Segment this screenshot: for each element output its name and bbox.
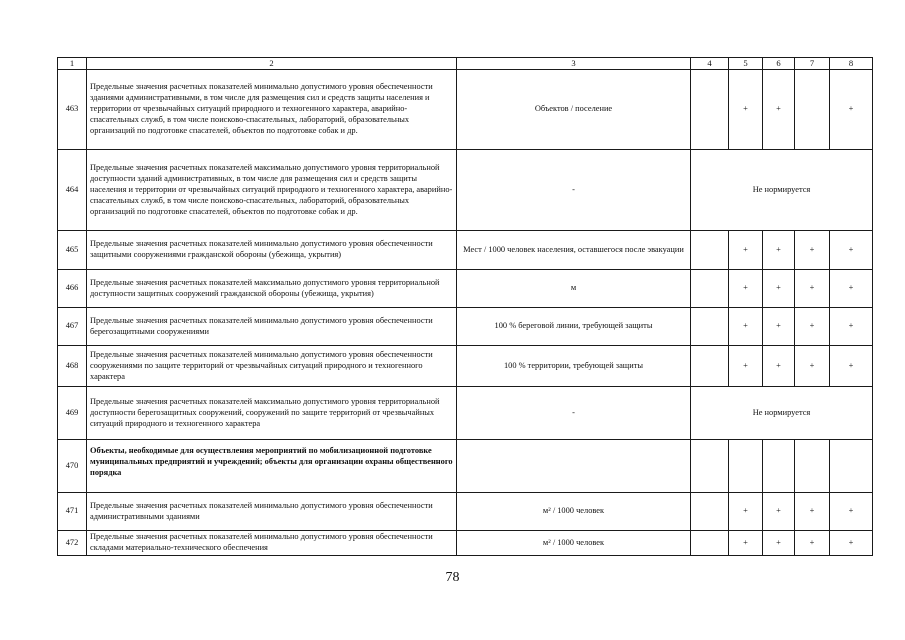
row-col-8: + xyxy=(830,346,873,387)
row-col-6 xyxy=(763,440,795,493)
row-col-7: + xyxy=(795,493,830,531)
header-col-3: 3 xyxy=(457,58,691,70)
row-unit: Мест / 1000 человек населения, оставшегося после эвакуации xyxy=(457,231,691,270)
table-row xyxy=(58,346,873,387)
table-row xyxy=(58,231,873,270)
row-description: Предельные значения расчетных показателей минимально допустимого уровня обеспеченности сооружениями по защите территорий от чрезвычайных ситуаций природного и техногенного характера xyxy=(87,346,457,387)
row-col-4 xyxy=(691,231,729,270)
header-row xyxy=(58,58,873,70)
table-row xyxy=(58,440,873,493)
row-description: Предельные значения расчетных показателей минимально допустимого уровня обеспеченности административными зданиями xyxy=(87,493,457,531)
header-col-1: 1 xyxy=(58,58,87,70)
row-unit: 100 % береговой линии, требующей защиты xyxy=(457,308,691,346)
row-number: 471 xyxy=(58,493,87,531)
row-col-5: + xyxy=(729,531,763,556)
row-col-7: + xyxy=(795,531,830,556)
header-col-8: 8 xyxy=(830,58,873,70)
row-col-6: + xyxy=(763,270,795,308)
row-number: 467 xyxy=(58,308,87,346)
row-number: 466 xyxy=(58,270,87,308)
row-col-4 xyxy=(691,493,729,531)
table-row xyxy=(58,493,873,531)
row-unit: - xyxy=(457,150,691,231)
row-number: 463 xyxy=(58,70,87,150)
norms-table xyxy=(57,57,873,556)
row-number: 465 xyxy=(58,231,87,270)
row-unit: Объектов / поселение xyxy=(457,70,691,150)
row-col-7: + xyxy=(795,308,830,346)
row-col-8: + xyxy=(830,308,873,346)
header-col-6: 6 xyxy=(763,58,795,70)
row-number: 469 xyxy=(58,387,87,440)
not-regulated-note: Не нормируется xyxy=(691,150,873,231)
row-col-5: + xyxy=(729,346,763,387)
header-col-4: 4 xyxy=(691,58,729,70)
row-col-8 xyxy=(830,440,873,493)
row-col-5 xyxy=(729,440,763,493)
row-col-8: + xyxy=(830,231,873,270)
row-number: 470 xyxy=(58,440,87,493)
row-col-5: + xyxy=(729,70,763,150)
row-number: 468 xyxy=(58,346,87,387)
row-col-6: + xyxy=(763,346,795,387)
row-col-7: + xyxy=(795,270,830,308)
not-regulated-note: Не нормируется xyxy=(691,387,873,440)
row-col-5: + xyxy=(729,493,763,531)
row-col-6: + xyxy=(763,70,795,150)
table-row xyxy=(58,150,873,231)
row-col-6: + xyxy=(763,493,795,531)
table-row xyxy=(58,70,873,150)
row-description: Предельные значения расчетных показателей минимально допустимого уровня обеспеченности защитными сооружениями гражданской обороны (убежища, укрытия) xyxy=(87,231,457,270)
row-col-6: + xyxy=(763,231,795,270)
row-unit: 100 % территории, требующей защиты xyxy=(457,346,691,387)
row-col-5: + xyxy=(729,308,763,346)
row-unit xyxy=(457,440,691,493)
row-col-7: + xyxy=(795,346,830,387)
row-description: Предельные значения расчетных показателей минимально допустимого уровня обеспеченности зданиями административными, в том числе для размещения сил и средств защиты населения и территории от чрезвычайных ситуаций природного и техногенного характера, аварийно-спасательных служб, в том числе поисково-спасательных, лабораторий, образовательных организаций по подготовке спасателей, объектов по подготовке собак и др. xyxy=(87,70,457,150)
row-col-8: + xyxy=(830,70,873,150)
header-col-7: 7 xyxy=(795,58,830,70)
row-col-4 xyxy=(691,70,729,150)
row-unit: м xyxy=(457,270,691,308)
row-description: Предельные значения расчетных показателей максимально допустимого уровня территориальной доступности зданий административных, в том числе для размещения сил и средств защиты населения и территории от чрезвычайных ситуаций природного и техногенного характера, аварийно-спасательных служб, в том числе поисково-спасательных, лабораторий, образовательных организаций по подготовке спасателей, объектов по подготовке собак и др. xyxy=(87,150,457,231)
table-row xyxy=(58,270,873,308)
row-col-7: + xyxy=(795,231,830,270)
table-row xyxy=(58,531,873,556)
row-col-8: + xyxy=(830,531,873,556)
row-col-4 xyxy=(691,270,729,308)
row-unit: - xyxy=(457,387,691,440)
row-col-4 xyxy=(691,346,729,387)
table-row xyxy=(58,308,873,346)
row-number: 464 xyxy=(58,150,87,231)
row-col-5: + xyxy=(729,270,763,308)
row-col-6: + xyxy=(763,308,795,346)
row-description: Предельные значения расчетных показателей максимально допустимого уровня территориальной доступности берегозащитных сооружений, сооружений по защите территорий от чрезвычайных ситуаций природного и техногенного характера xyxy=(87,387,457,440)
row-description: Предельные значения расчетных показателей минимально допустимого уровня обеспеченности складами материально-технического обеспечения xyxy=(87,531,457,556)
page-number: 78 xyxy=(445,570,460,585)
row-unit: м² / 1000 человек xyxy=(457,493,691,531)
row-description: Предельные значения расчетных показателей максимально допустимого уровня территориальной доступности защитных сооружений гражданской обороны (убежища, укрытия) xyxy=(87,270,457,308)
row-number: 472 xyxy=(58,531,87,556)
header-col-2: 2 xyxy=(87,58,457,70)
row-col-4 xyxy=(691,440,729,493)
row-description: Объекты, необходимые для осуществления мероприятий по мобилизационной подготовке муниципальных предприятий и учреждений; объекты для организации охраны общественного порядка xyxy=(87,440,457,493)
row-col-4 xyxy=(691,531,729,556)
header-col-5: 5 xyxy=(729,58,763,70)
row-description: Предельные значения расчетных показателей минимально допустимого уровня обеспеченности берегозащитными сооружениями xyxy=(87,308,457,346)
row-col-7 xyxy=(795,440,830,493)
row-col-5: + xyxy=(729,231,763,270)
row-col-8: + xyxy=(830,270,873,308)
row-col-4 xyxy=(691,308,729,346)
row-col-7 xyxy=(795,70,830,150)
table-row xyxy=(58,387,873,440)
row-col-8: + xyxy=(830,493,873,531)
row-unit: м² / 1000 человек xyxy=(457,531,691,556)
row-col-6: + xyxy=(763,531,795,556)
